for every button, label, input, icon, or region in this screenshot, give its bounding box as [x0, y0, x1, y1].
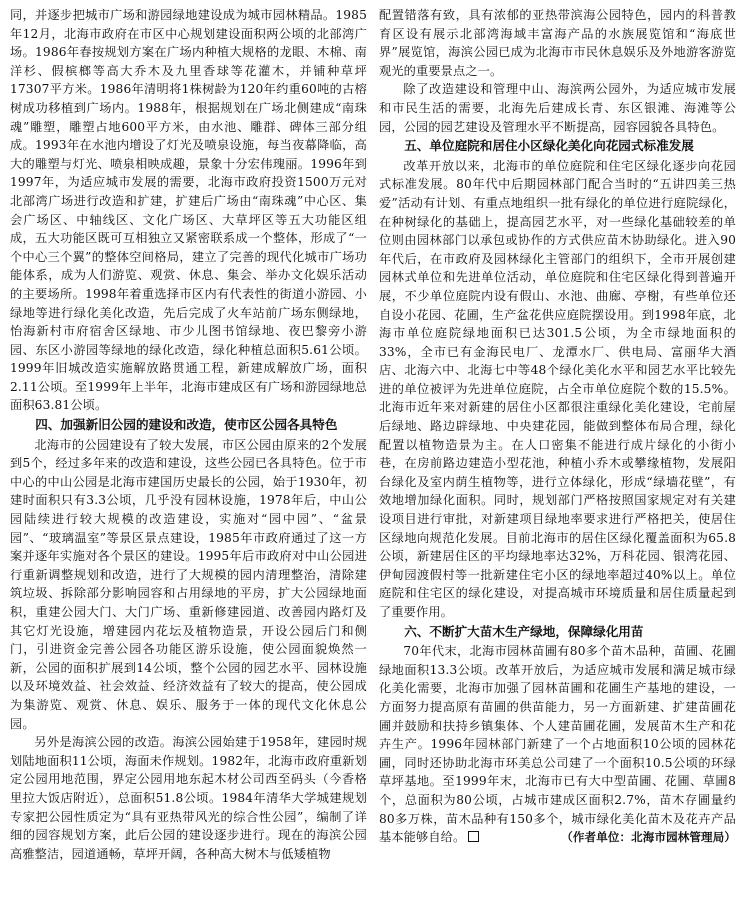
two-column-body — [10, 6, 738, 920]
left-column — [10, 6, 367, 920]
paragraph — [379, 642, 736, 847]
section-heading: 六、不断扩大苗木生产绿地，保障绿化用苗 — [404, 623, 644, 639]
paragraph-text: 70年代末，北海市园林苗圃有80多个苗木品种，苗圃、花圃绿地面积13.3公顷。改革开放后，为适应城市发展和满足城市绿化美化需要，北海市加强了园林苗圃和花圃生产基地的建设，一方面努力提高原有苗圃的供苗能力，另一方面新建、扩建苗圃花圃并鼓励和扶持乡镇集体、个人建苗圃花圃，发展苗木生产和花卉生产。1996年园林部门新建了一个占地面积10公顷的园林花圃，同时还协助北海市环美总公司建了一个面积10.5公顷的环绿草坪基地。至1999年末，北海市已有大中型苗圃、花圃、草圃8个，总面积为80公顷，占城市建成区面积2.7%，苗木存圃量约80多万株，苗木品种有150多个，城市绿化美化苗木及花卉产品基本能够自给。 — [379, 644, 736, 845]
paragraph: 配置错落有致，具有浓郁的亚热带滨海公园特色，园内的科普教育区设有展示北部湾海域丰富海产品的水族展览馆和“海底世界”展览馆，海滨公园已成为北海市市民休息娱乐及外地游客游览观光的重要景点之一。 — [379, 8, 736, 78]
paragraph: 北海市的公园建设有了较大发展，市区公园由原来的2个发展到5个，经过多年来的改造和建设，这些公园已各具特色。位于市中心的中山公园是北海市建国历史最长的公园，始于1930年，初建时面积只有3.3公顷，几乎没有园林设施，1978年后，中山公园陆续进行较大规模的改造建设，实施对“园中园”、“盆景园”、“玻璃温室”等景区景点建设，1985年市政府通过了这一方案并逐年实施对各个景区的建设。1995年后市政府对中山公园进行重新调整规划和改造，进行了大规模的园内清理整治，清除建筑垃圾、拆除部分影响园容和占用绿地的平房，扩大公园绿地面积，重建公园大门、大门广场、重新修建园道、改善园内路灯及其它灯光设施，增建园内花坛及植物造景，开设公园后门和侧门，引进资金完善公园各功能区游乐设施，使公园面貌焕然一新，公园的面积扩展到14公顷，整个公园的园艺水平、园林设施以及环境效益、社会效益、经济效益有了较大的提高，使公园成为集游览、观赏、休息、娱乐、服务于一体的现代文化休息公园。 — [10, 437, 367, 731]
section-heading: 四、加强新旧公园的建设和改造，使市区公园各具特色 — [35, 417, 338, 433]
paragraph: 另外是海滨公园的改造。海滨公园始建于1958年，建园时规划陆地面积11公顷，海面未作规划。1982年，北海市政府重新划定公园用地范围，界定公园用地东起木材公司西至码头（今香格里拉大饭店附近），总面积51.8公顷。1984年清华大学城建规划专家把公园性质定为“具有亚热带风光的综合性公园”，编制了详细的园容规划方案，此后公园的建设逐步进行。现在的海滨公园高雅整洁，园道通畅，草坪开阔，各种高大树木与低矮植物 — [10, 735, 367, 861]
end-mark-icon — [468, 831, 479, 842]
paragraph: 同，并逐步把城市广场和游园绿地建设成为城市园林精品。1985年12月，北海市政府在市区中心规划建设面积两公顷的北部湾广场。1986年春按规划方案在广场内种植大规格的龙眼、木棉、南洋杉、假槟榔等高大乔木及九里香球等花灌木，并铺种草坪17307平方米。1986年清明将1株树龄为120年约重60吨的古榕树成功移植到广场内。1988年，根据规划在广场北侧建成“南珠魂”雕塑，雕塑占地600平方米，由水池、雕群、碑体三部分组成。1993年在水池内增设了灯光及喷泉设施，每当夜幕降临，高大的雕塑与灯光、喷泉相映成趣，景象十分宏伟瑰丽。1996年到1997年，为适应城市发展的需要，北海市政府投资1500万元对北部湾广场进行改造和扩建，扩建后广场由“南珠魂”中心区、集会广场区、中轴线区、文化广场区、大草坪区等五大功能区组成，五大功能区既可互相独立又紧密联系成一个整体，形成了“一个中心三个翼”的整体空间格局，建立了完善的现代化城市广场功能体系，成为人们游览、观赏、休息、集会、举办文化娱乐活动的主要场所。1998年着重选择市区内有代表性的街道小游园、小绿地等进行绿化美化改造，先后完成了火车站前广场东侧绿地，怡海新村市府宿舍区绿地、市少儿图书馆绿地、夜巴黎旁小游园、东区小游园等绿地的绿化改造，绿化种植总面积5.61公顷。1999年旧城改造实施解放路贯通工程，新建成解放广场，面积2.11公顷。至1999年上半年，北海市建成区有广场和游园绿地总面积63.81公顷。 — [10, 8, 367, 413]
right-column — [379, 6, 736, 920]
paragraph: 改革开放以来，北海市的单位庭院和住宅区绿化逐步向花园式标准发展。80年代中后期园林部门配合当时的“五讲四美三热爱”活动有计划、有重点地组织一批有绿化的单位进行庭院绿化，在种树绿化的基础上，提高园艺水平，对一些绿化基础较差的单位则由园林部门以承包或协作的方式供应苗木协助绿化。进入90年代后，在市政府及园林绿化主管部门的组织下，全市开展创建园林式单位和先进单位活动，单位庭院和住宅区绿化得到普遍开展，不少单位庭院内设有假山、水池、曲廊、亭榭，有些单位还自设小花园、花圃，生产盆花供应庭院摆设用。到1998年底，北海市单位庭院绿地面积已达301.5公顷，为全市绿地面积的33%，全市已有金海民电厂、龙潭水厂、供电局、富丽华大酒店、北海六中、北海七中等48个绿化美化水平和园艺水平比较先进的单位被评为先进单位庭院，占全市单位庭院个数的15.5%。北海市近年来对新建的居住小区都很注重绿化美化建设，宅前屋后绿地、路边辟绿地、中央建花园，能做到整体布局合理，绿化配置以植物造景为主。在人口密集不能进行成片绿化的小街小巷，在房前路边建造小型花池，种植小乔木或攀缘植物，发展阳台绿化及室内荫生植物等，进行立体绿化，形成“绿墙花壁”，有效地增加绿化面积。同时，规划部门严格按照国家规定对有关建设项目进行审批，对新建项目绿地率要求进行严格把关，使居住区绿地向规范化发展。目前北海市的居住区绿化覆盖面积为65.8公顷，新建居住区的平均绿地率达32%，万科花园、银湾花园、伊甸园渡假村等一批新建住宅小区的绿地率超过40%以上。单位庭院和住宅区的绿化建设，对提高城市环境质量和居住质量起到了重要作用。 — [379, 158, 736, 619]
section-heading: 五、单位庭院和居住小区绿化美化向花园式标准发展 — [404, 138, 694, 154]
author-affiliation: （作者单位：北海市园林管理局） — [561, 830, 736, 845]
paragraph: 除了改造建设和管理中山、海滨两公园外，为适应城市发展和市民生活的需要，北海先后建成长青、东区银滩、海滩等公园，公园的园艺建设及管理水平不断提高，园容园貌各具特色。 — [379, 82, 736, 134]
